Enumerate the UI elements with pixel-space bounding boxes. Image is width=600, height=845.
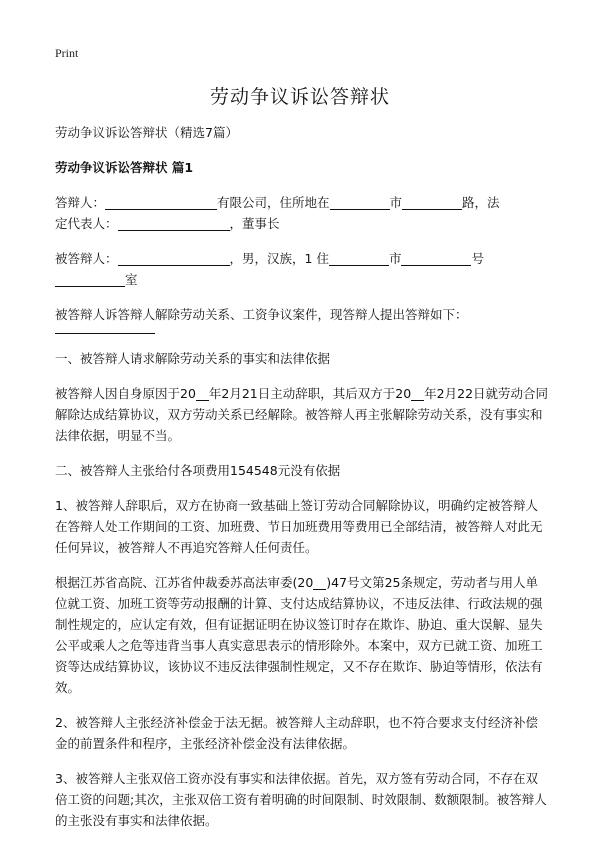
blank-defendant-room: [55, 272, 125, 287]
blank-year-2: [411, 386, 424, 401]
regulation-paragraph: [55, 572, 550, 698]
intro-paragraph: 被答辩人诉答辩人解除劳动关系、工资争议案件，现答辩人提出答辩如下：: [55, 307, 468, 322]
blank-company: [105, 195, 217, 210]
item1-paragraph: 1、被答辩人辞职后，双方在协商一致基础上签订劳动合同解除协议，明确约定被答辩人在答辩人处工作期间的工资、加班费、节日加班费用等费用已全部结清，被答辩人对此无任何异议，被答辩人不再追究答辩人任何责任。: [55, 498, 543, 555]
defendant-label: 被答辩人：: [55, 251, 118, 266]
defendant-details: ，男，汉族，1 住: [229, 251, 329, 266]
item2-paragraph: 2、被答辩人主张经济补偿金于法无据。被答辩人主动辞职，也不符合要求支付经济补偿金的前置条件和程序，主张经济补偿金没有法律依据。: [55, 715, 538, 751]
regulation-part-b: )47号文第25条规定，劳动者与用人单位就工资、加班工资等劳动报酬的计算、支付达成结算协议，不违反法律、行政法规的强制性规定的，应认定有效，但有证据证明在协议签订时存在欺诈、胁迫、重大误解、显失公平或乘人之危等违背当事人真实意思表示的情形除外。本案中，双方已就工资、加班工资等达成结算协议，该协议不违反法律强制性规定，又不存在欺诈、胁迫等情形，依法有效。: [55, 575, 543, 695]
point1-body-part-b: 年2月21日主动辞职，其后双方于20: [208, 386, 412, 401]
blank-city: [330, 195, 390, 210]
respondent-label: 答辩人：: [55, 195, 106, 210]
point2-title: 二、被答辩人主张给付各项费用154548元没有依据: [55, 463, 341, 478]
blank-defendant-street: [401, 251, 471, 266]
section-title: 劳动争议诉讼答辩状 篇1: [55, 160, 194, 175]
respondent-road: 路，法: [462, 195, 500, 210]
blank-road: [402, 195, 462, 210]
point1-body-part-c: 年2月22日就劳动合同解除达成结算协议，双方劳动关系已经解除。被答辩人再主张解除劳动关系，没有事实和法律依据，明显不当。: [55, 386, 549, 443]
respondent-company-suffix: 有限公司，住所地在: [217, 195, 330, 210]
signature-line: [55, 325, 155, 334]
regulation-part-a: 根据江苏省高院、江苏省仲裁委苏高法审委(20: [55, 575, 314, 590]
point1-title: 一、被答辩人请求解除劳动关系的事实和法律依据: [55, 351, 331, 366]
defendant-city: 市: [388, 251, 402, 266]
defendant-number: 号: [471, 251, 484, 266]
blank-year-1: [196, 386, 209, 401]
point1-body: [55, 383, 550, 446]
respondent-chairman: ，董事长: [229, 216, 280, 231]
respondent-city: 市: [389, 195, 403, 210]
defendant-block: [55, 248, 550, 290]
document-body: [55, 122, 550, 845]
respondent-line2-prefix: 定代表人：: [55, 216, 118, 231]
page-title: 劳动争议诉讼答辩状: [209, 86, 390, 108]
blank-defendant-address: [329, 251, 389, 266]
document-subtitle: 劳动争议诉讼答辩状（精选7篇）: [55, 125, 238, 140]
print-label: Print: [55, 46, 79, 60]
blank-representative: [118, 216, 230, 231]
blank-regulation-year: [313, 575, 326, 590]
defendant-room: 室: [125, 272, 138, 287]
point1-body-part-a: 被答辩人因自身原因于20: [55, 386, 196, 401]
respondent-block: [55, 192, 550, 234]
item3-paragraph: 3、被答辩人主张双倍工资亦没有事实和法律依据。首先，双方签有劳动合同，不存在双倍工资的问题;其次，主张双倍工资有着明确的时间限制、时效限制、数额限制。被答辩人的主张没有事实和法律依据。: [55, 771, 547, 828]
blank-defendant-name: [118, 251, 230, 266]
